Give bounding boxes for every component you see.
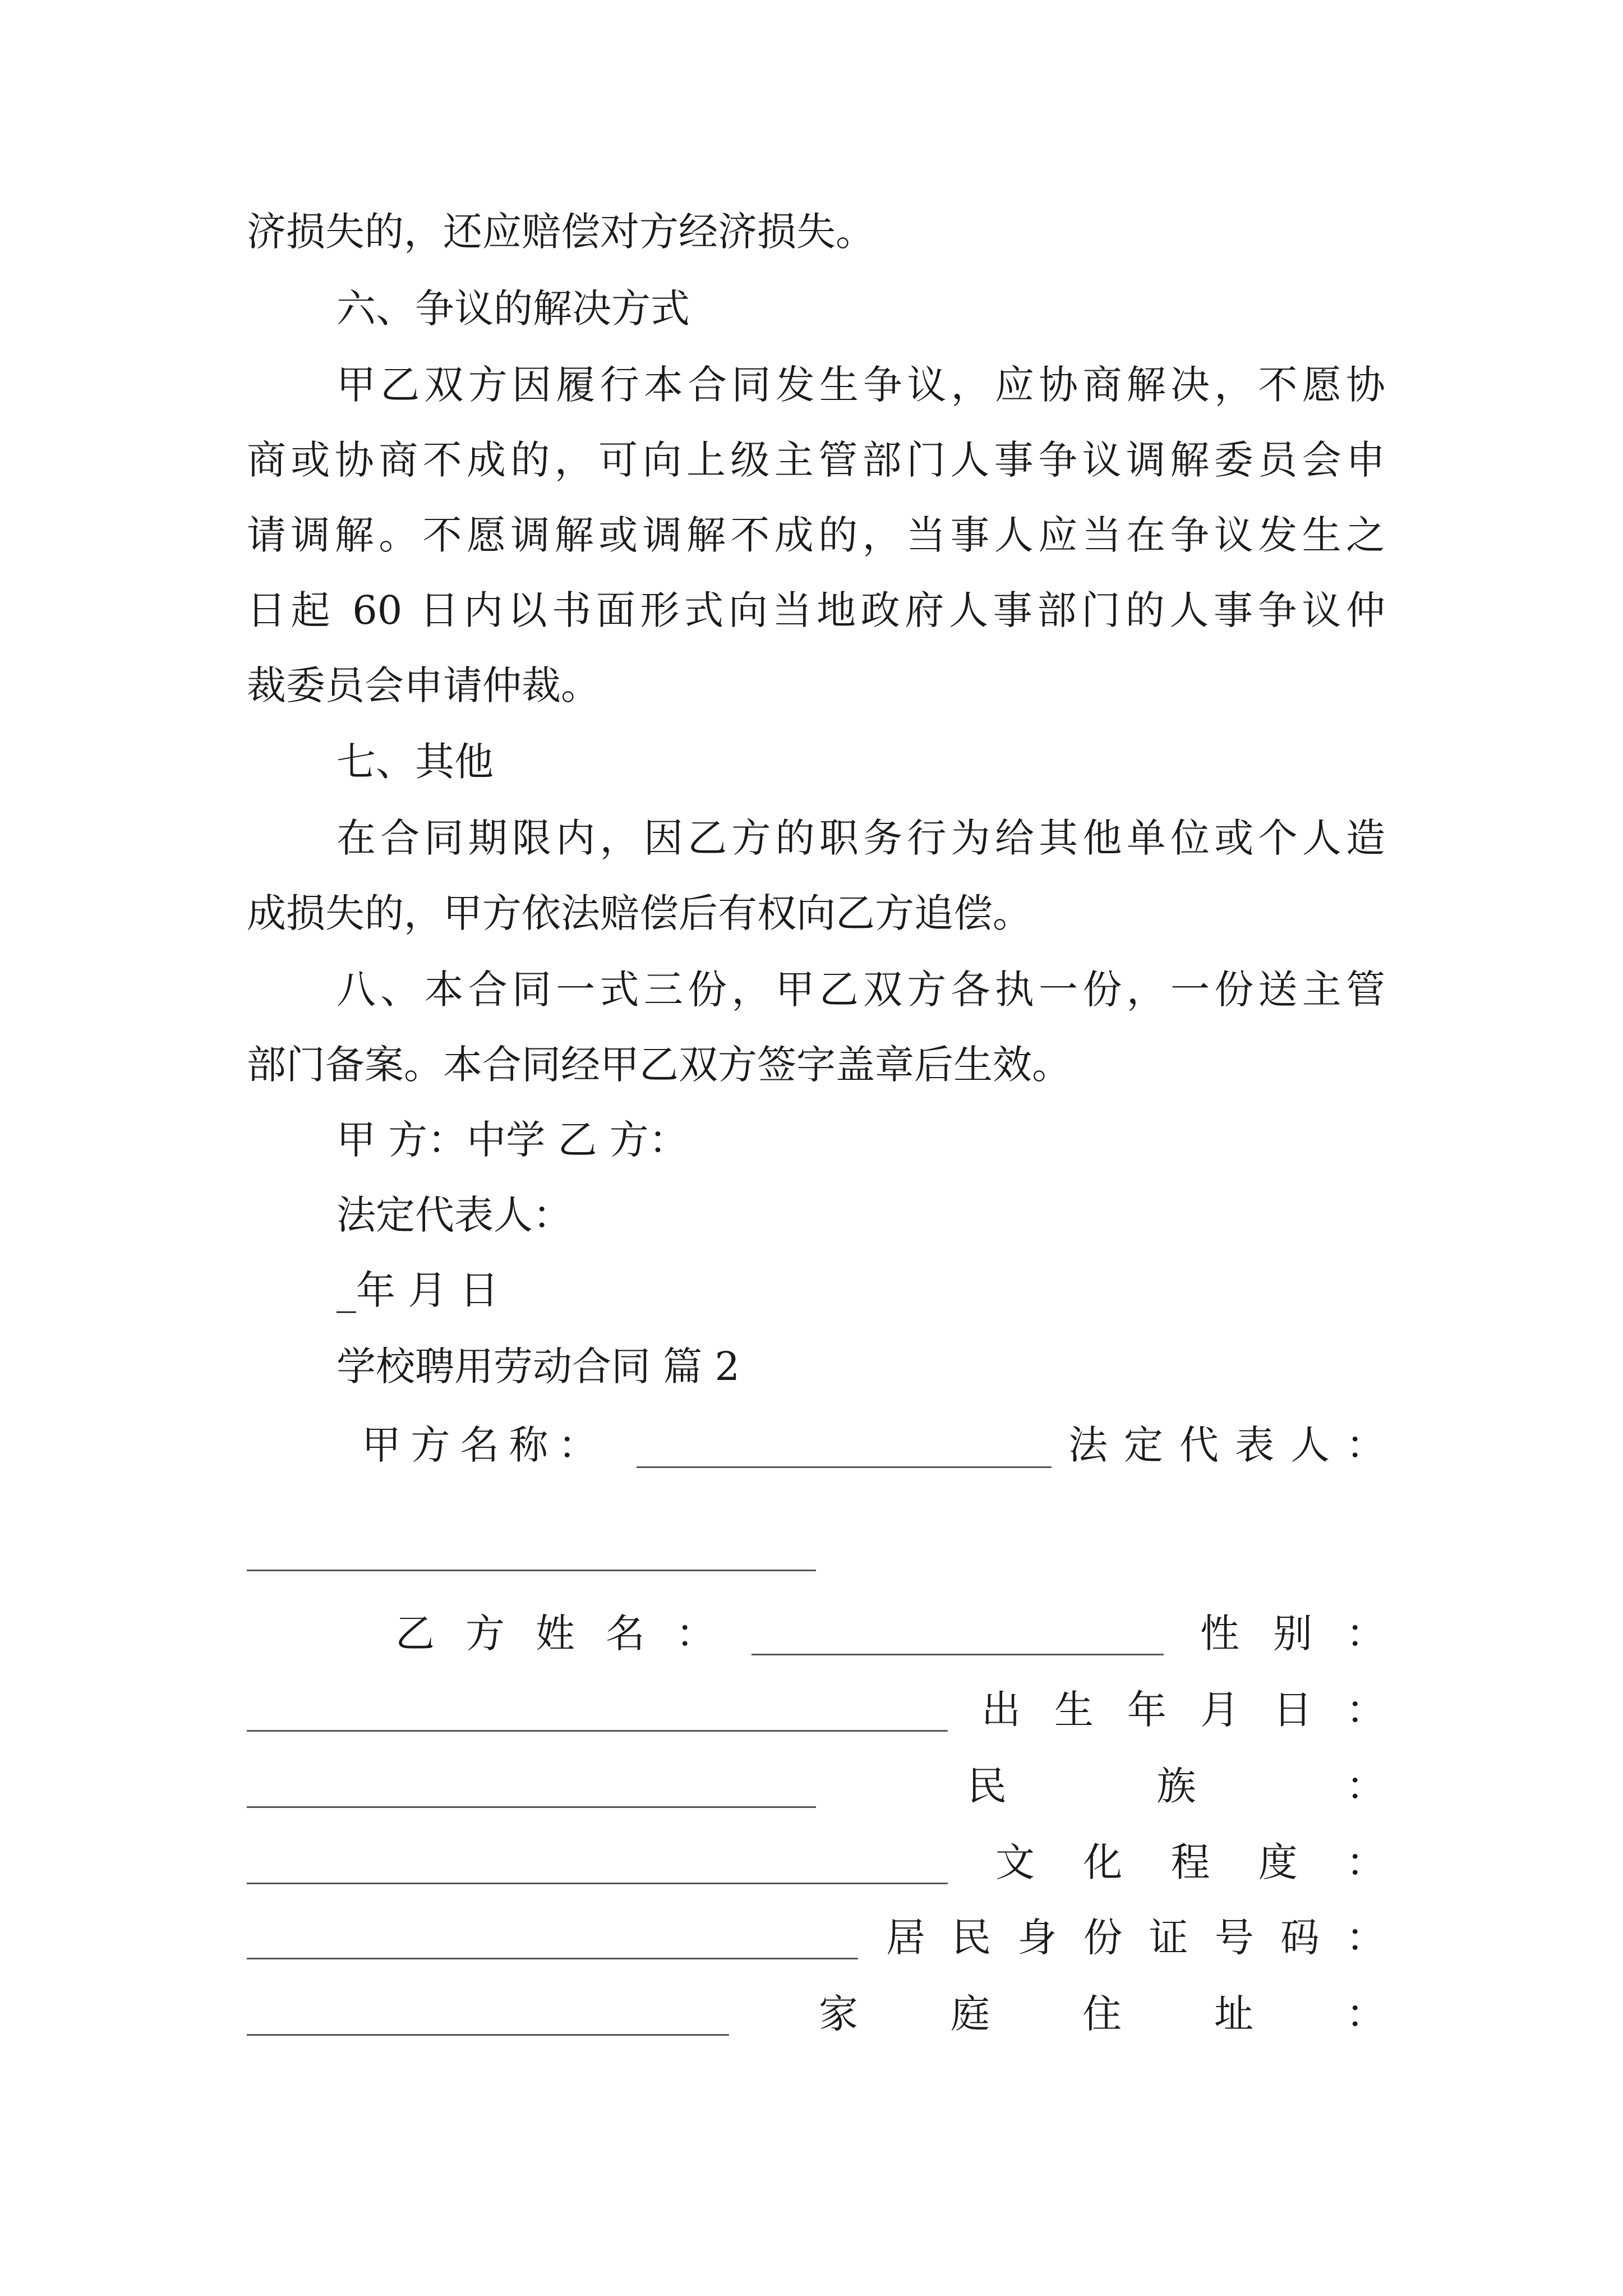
signature-parties: 甲 方：中学 乙 方： [336,1117,688,1163]
party-b-name-field[interactable] [751,1654,1164,1655]
section-heading-other: 七、其他 [336,739,494,785]
paragraph-line: 日起 60 日内以书面形式向当地政府人事部门的人事争议仲 [247,587,1385,633]
education-label: 文化程度： [995,1839,1385,1885]
signature-representative: 法定代表人： [336,1192,572,1238]
party-a-name-label: 甲方名称： [362,1422,597,1468]
paragraph-line: 在合同期限内，因乙方的职务行为给其他单位或个人造 [336,815,1385,861]
id-label: 居民身份证号码： [886,1915,1385,1961]
id-row [247,1911,1385,1964]
section-title: 学校聘用劳动合同 篇 2 [336,1343,740,1389]
party-b-name-label: 乙方姓名： [395,1611,715,1657]
paragraph-line: 甲乙双方因履行本合同发生争议，应协商解决，不愿协 [336,362,1385,408]
ethnicity-field[interactable] [247,1883,948,1884]
signature-date: _年 月 日 [336,1267,499,1313]
paragraph-line: 商或协商不成的，可向上级主管部门人事争议调解委员会申 [247,437,1385,483]
paragraph-line: 济损失的，还应赔偿对方经济损失。 [247,209,875,255]
birth-field[interactable] [247,1806,816,1808]
education-row [247,1835,1385,1889]
education-field[interactable] [247,1958,858,1959]
birth-label: 出生年月日： [981,1687,1385,1733]
paragraph-line: 裁委员会申请仲裁。 [247,662,600,708]
paragraph-line: 成损失的，甲方依法赔偿后有权向乙方追偿。 [247,890,1032,936]
ethnicity-label: 民族： [967,1763,1385,1809]
legal-rep-field[interactable] [247,1570,816,1571]
paragraph-line: 八、本合同一式三份，甲乙双方各执一份，一份送主管 [336,967,1385,1013]
id-field[interactable] [247,2034,729,2036]
legal-rep-label: 法定代表人： [1068,1422,1385,1468]
birth-row [247,1683,1385,1737]
paragraph-line: 请调解。不愿调解或调解不成的，当事人应当在争议发生之 [247,512,1385,558]
ethnicity-row [247,1759,1385,1813]
paragraph-line: 部门备案。本合同经甲乙双方签字盖章后生效。 [247,1042,1071,1088]
gender-label: 性别： [1200,1611,1385,1657]
gender-field[interactable] [247,1730,948,1732]
address-label: 家庭住址： [819,1991,1385,2037]
party-a-row [247,1418,1385,1472]
party-b-row [247,1607,1385,1660]
party-a-name-field[interactable] [637,1466,1052,1468]
section-heading-dispute: 六、争议的解决方式 [336,286,690,332]
address-row [247,1987,1385,2041]
